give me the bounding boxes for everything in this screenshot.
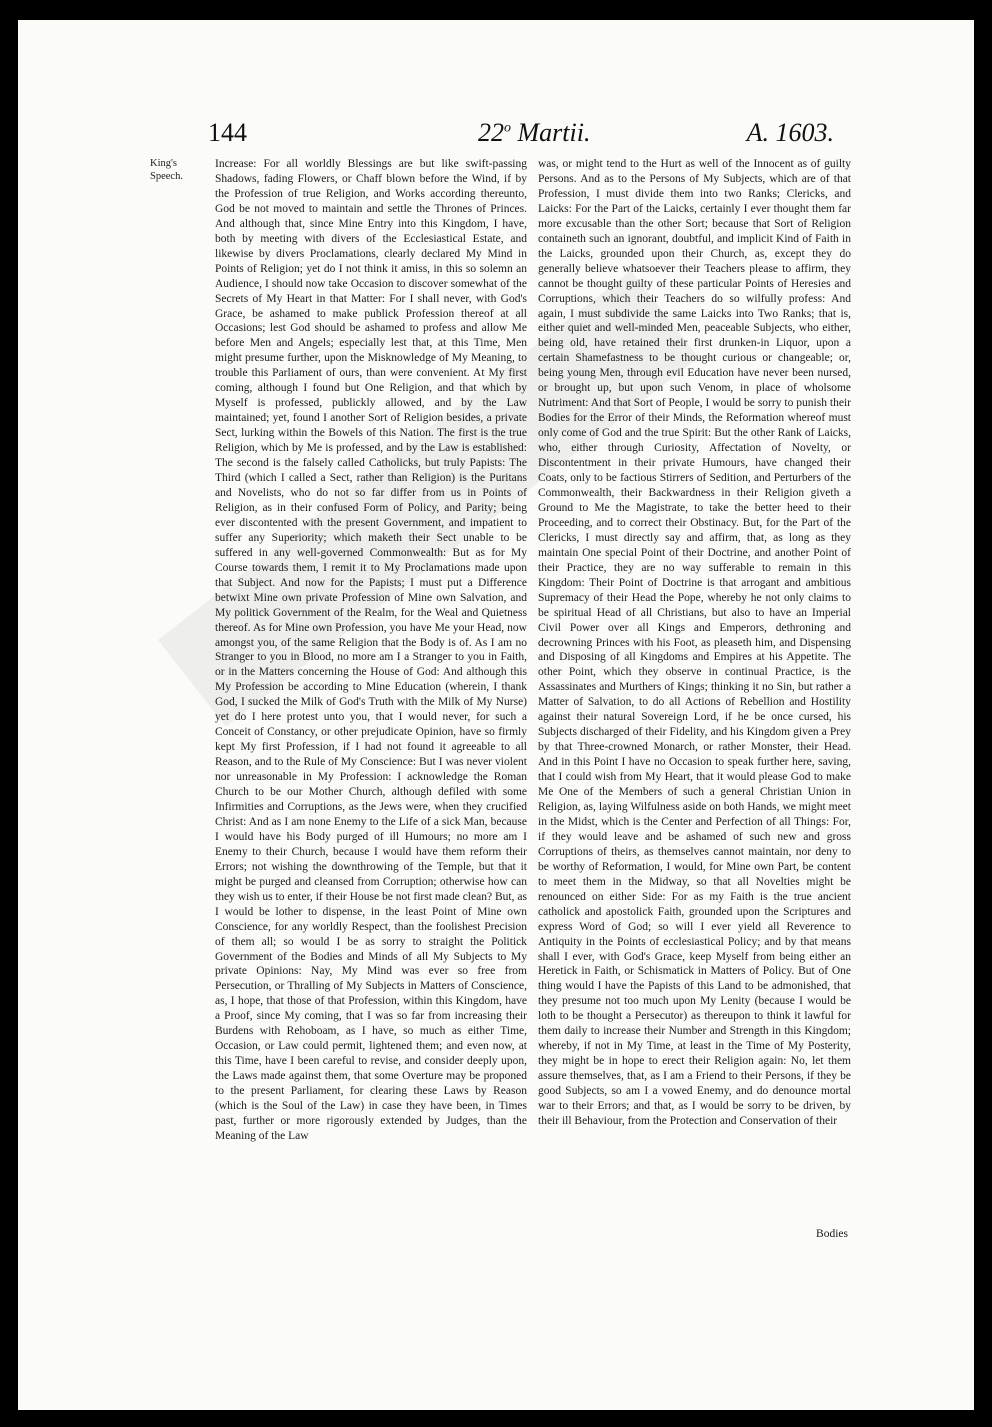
right-column-text: was, or might tend to the Hurt as well of the Innocent as of guilty Persons. And as to the Persons of My Subjects, which are of that Profession, I must divide them into two Ranks; Clericks, and Laicks: For the Part of the Laicks, certainly I ever thought them far more excusable than the other Sort; because that Sort of Religion containeth such an ignorant, doubtful, and implicit Kind of Faith in the Laicks, grounded upon their Church, as, except they do generally believe whatsoever their Teachers please to affirm, they cannot be thought guilty of these particular Points of Heresies and Corruptions, which their Teachers do so wilfully profess: And again, I must subdivide the same Laicks into Two Ranks; that is, either quiet and well-minded Men, peaceable Subjects, who either, being old, have retained their first drunken-in Liquor, upon a certain Shamefastness to be thought curious or changeable; or, being young Men, through evil Education have never been nursed, or brought up, but upon such Venom, in place of wholsome Nutriment: And that Sort of People, I would be sorry to punish their Bodies for the Error of their Minds, the Reformation whereof must only come of God and the true Spirit: But the other Rank of Laicks, who, either through Curiosity, Affectation of Novelty, or Discontentment in their private Humours, have changed their Coats, only to be factious Stirrers of Sedition, and Perturbers of the Commonwealth, their Backwardness in their Religion giveth a Ground to Me the Magistrate, to take the better heed to their Proceeding, and to correct their Obstinacy. But, for the Part of the Clericks, I must directly say and affirm, that, as long as they maintain One special Point of their Doctrine, and another Point of their Practice, they are no way sufferable to remain in this Kingdom: Their Point of Doctrine is that arrogant and ambitious Supremacy of their Head the Pope, whereby he not only claims to be spiritual Head of all Christians, but also to have an Imperial Civil Power over all Kings and Emperors, dethroning and decrowning Princes with his Foot, as pleaseth him, and Dispensing and Disposing of all Kingdoms and Empires at his Appetite. The other Point, which they observe in continual Practice, is the Assassinates and Murthers of Kings; thinking it no Sin, but rather a Matter of Salvation, to do all Actions of Rebellion and Hostility against their natural Sovereign Lord, if he be once cursed, his Subjects discharged of their Fidelity, and his Kingdom given a Prey by that Three-crowned Monarch, or rather Monster, their Head. And in this Point I have no Occasion to speak further here, saving, that I could wish from My Heart, that it would please God to make Me One of the Members of such a general Christian Union in Religion, as, laying Wilfulness aside on both Hands, we might meet in the Midst, which is the Center and Perfection of all Things: For, if they would leave and be ashamed of such new and gross Corruptions of theirs, as themselves cannot maintain, nor deny to be worthy of Reformation, I would, for Mine own Part, be content to meet them in the Midway, so that all Novelties might be renounced on either Side: For as my Faith is the true ancient catholick and apostolick Faith, grounded upon the Scriptures and express Word of God; so will I ever yield all Reverence to Antiquity in the Points of ecclesiastical Policy; and by that means shall I ever, with God's Grace, keep Myself from being either an Heretick in Faith, or Schismatick in Matters of Policy. But of One thing would I have the Papists of this Land to be admonished, that they presume not too much upon My Lenity (because I would be loth to be thought a Persecutor) as thereupon to think it lawful for them daily to increase their Number and Strength in this Kingdom; whereby, if not in My Time, at least in the Time of My Posterity, they might be in hope to erect their Religion again: No, let them assure themselves, that, as I am a Friend to their Persons, if they be good Subjects, so am I a vowed Enemy, and do denounce mortal war to their Errors; and that, as I would be sorry to be driven, by their ill Behaviour, from the Protection and Conservation of their [538, 158, 851, 1127]
catchword: Bodies [816, 1228, 848, 1240]
page-header [18, 118, 974, 158]
date-day: 22 [478, 118, 504, 147]
document-page [18, 20, 974, 1410]
page-number: 144 [208, 118, 247, 147]
left-column-text: Increase: For all worldly Blessings are but like swift-passing Shadows, fading Flowers, or Chaff blown before the Wind, if by the Profession of true Religion, and Works according thereunto, God be not moved to maintain and settle the Thrones of Princes. And although that, since Mine Entry into this Kingdom, I have, both by meeting with divers of the Ecclesiastical Estate, and likewise by divers Proclamations, clearly declared My Mind in Points of Religion; yet do I not think it amiss, in this so solemn an Audience, I should now take Occasion to discover somewhat of the Secrets of My Heart in that Matter: For I shall never, with God's Grace, be ashamed to make publick Profession thereof at all Occasions; lest God should be ashamed to profess and allow Me before Men and Angels; especially lest that, at this Time, Men might presume further, upon the Misknowledge of My Meaning, to trouble this Parliament of ours, than were convenient. At My first coming, although I found but One Religion, and that which by Myself is professed, publickly allowed, and by the Law maintained; yet, found I another Sort of Religion besides, a private Sect, lurking within the Bowels of this Nation. The first is the true Religion, which by Me is professed, and by the Law is established: The second is the falsely called Catholicks, but truly Papists: The Third (which I called a Sect, rather than Religion) is the Puritans and Novelists, who do not so far differ from us in Points of Religion, as in their confused Form of Policy, and Parity; being ever discontented with the present Government, and impatient to suffer any Superiority; which maketh their Sect unable to be suffered in any well-governed Commonwealth: But as for My Course towards them, I remit it to My Proclamations made upon that Subject. And now for the Papists; I must put a Difference betwixt Mine own private Profession of Mine own Salvation, and My politick Government of the Realm, for the Weal and Quietness thereof. As for Mine own Profession, you have Me your Head, now amongst you, of the same Religion that the Body is of. As I am no Stranger to you in Blood, no more am I a Stranger to you in Faith, or in the Matters concerning the House of God: And although this My Profession be according to Mine Education (wherein, I thank God, I sucked the Milk of God's Truth with the Milk of My Nurse) yet do I here protest unto you, that I would never, for such a Conceit of Constancy, or other prejudicate Opinion, have so firmly kept My first Profession, if I had not found it agreeable to all Reason, and to the Rule of My Conscience: But I was never violent nor unreasonable in My Profession: I acknowledge the Roman Church to be our Mother Church, although defiled with some Infirmities and Corruptions, as the Jews were, when they crucified Christ: And as I am none Enemy to the Life of a sick Man, because I would have his Body purged of ill Humours; no more am I Enemy to their Church, because I would have them reform their Errors; not wishing the downthrowing of the Temple, but that it might be purged and cleansed from Corruption; otherwise how can they wish us to enter, if their House be not first made clean? But, as I would be lother to dispense, in the least Point of Mine own Conscience, for any worldly Respect, than the foolishest Precision of them all; so would I be as sorry to straight the Politick Government of the Bodies and Minds of all My Subjects to My private Opinions: Nay, My Mind was ever so free from Persecution, or Thralling of My Subjects in Matters of Conscience, as, I hope, that those of that Profession, within this Kingdom, have a Proof, since My coming, that I was so far from increasing their Burdens with Rehoboam, as I have, so much as either Time, Occasion, or Law could permit, lightened them; and even now, at this Time, have I been careful to revise, and consider deeply upon, the Laws made against them, that some Overture may be proponed to the present Parliament, for clearing these Laws by Reason (which is the Soul of the Law) in case they have been, in Times past, further or more rigorously extended by Judges, than the Meaning of the Law [215, 158, 527, 1142]
date-superscript: o [504, 120, 511, 136]
running-year: A. 1603. [746, 118, 834, 147]
left-column [215, 157, 527, 1144]
right-column [538, 157, 851, 1129]
margin-note: King's Speech. [150, 158, 183, 182]
date-month: Martii. [517, 118, 591, 147]
running-date [478, 118, 590, 148]
